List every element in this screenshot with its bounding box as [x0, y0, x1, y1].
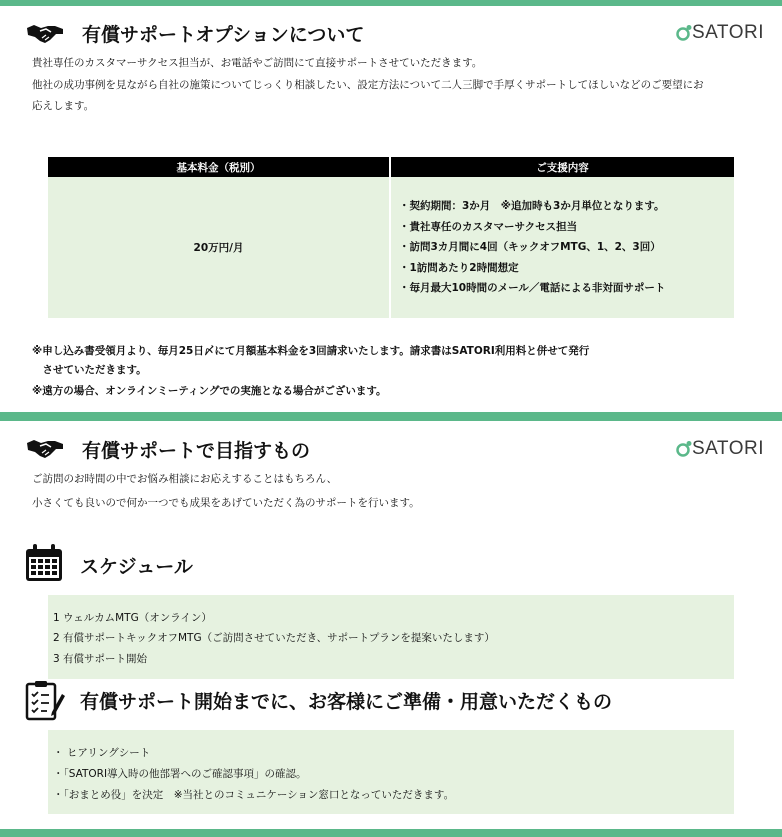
- clipboard-checklist-icon: [25, 679, 65, 721]
- note-line-1: ※申し込み書受領月より、毎月25日〆にて月額基本料金を3回請求いたします。請求書はSATORI利用料と併せて発行: [32, 345, 590, 357]
- support-item: ・1訪問あたり2時間想定: [399, 261, 519, 274]
- section-divider-bar: [0, 412, 782, 421]
- bottom-bar: [0, 829, 782, 837]
- schedule-title: スケジュール: [80, 556, 193, 578]
- satori-logo-text: SATORI: [692, 22, 764, 43]
- prep-title: 有償サポート開始までに、お客様にご準備・用意いただくもの: [80, 691, 613, 713]
- calendar-icon: [24, 543, 64, 583]
- satori-logo-2: [676, 438, 764, 460]
- handshake-icon: [26, 22, 64, 44]
- schedule-item: 1 ウェルカムMTG（オンライン）: [53, 612, 212, 624]
- satori-logo-1: [676, 22, 764, 44]
- satori-logo-mark-icon: [676, 24, 692, 42]
- price-header: 基本料金（税別）: [48, 157, 390, 177]
- section2-title: 有償サポートで目指すもの: [82, 440, 311, 462]
- satori-logo-mark-icon: [676, 440, 692, 458]
- prep-box: [48, 730, 734, 814]
- note-line-2: させていただきます。: [32, 364, 147, 376]
- section1-intro-line-2: 他社の成功事例を見ながら自社の施策についてじっくり相談したい、設定方法について二人三脚で手厚くサポートしてほしいなどのご要望にお: [32, 79, 704, 91]
- support-item: ・訪問3カ月間に4回（キックオフMTG、1、2、3回）: [399, 241, 661, 254]
- support-item: ・貴社専任のカスタマーサクセス担当: [399, 220, 578, 233]
- satori-logo-text: SATORI: [692, 438, 764, 459]
- support-header: ご支援内容: [390, 157, 734, 177]
- prep-item: ・「おまとめ役」を決定 ※当社とのコミュニケーション窓口となっていただきます。: [53, 789, 455, 801]
- pricing-table: [48, 157, 734, 318]
- section1-intro-line-1: 貴社専任のカスタマーサクセス担当が、お電話やご訪問にて直接サポートさせていただきます。: [32, 57, 483, 69]
- schedule-item: 3 有償サポート開始: [53, 653, 148, 665]
- support-item: ・毎月最大10時間のメール／電話による非対面サポート: [399, 282, 666, 295]
- section1-intro-line-3: 応えします。: [32, 100, 95, 112]
- section2-intro-line-2: 小さくても良いので何か一つでも成果をあげていただく為のサポートを行います。: [32, 497, 420, 509]
- note-line-3: ※遠方の場合、オンラインミーティングでの実施となる場合がございます。: [32, 385, 387, 397]
- section1-title: 有償サポートオプションについて: [82, 24, 365, 46]
- schedule-box: [48, 595, 734, 679]
- prep-item: ・ ヒアリングシート: [53, 747, 151, 759]
- price-cell: 20万円/月: [48, 177, 390, 318]
- section2-intro-line-1: ご訪問のお時間の中でお悩み相談にお応えすることはもちろん、: [32, 473, 338, 485]
- handshake-icon: [26, 437, 64, 459]
- support-item: ・契約期間：3か月 ※追加時も3か月単位となります。: [399, 200, 665, 213]
- schedule-item: 2 有償サポートキックオフMTG（ご訪問させていただき、サポートプランを提案いたします）: [53, 632, 495, 644]
- support-cell: [390, 177, 734, 318]
- prep-item: ・「SATORI導入時の他部署へのご確認事項」の確認。: [53, 768, 307, 780]
- top-bar: [0, 0, 782, 6]
